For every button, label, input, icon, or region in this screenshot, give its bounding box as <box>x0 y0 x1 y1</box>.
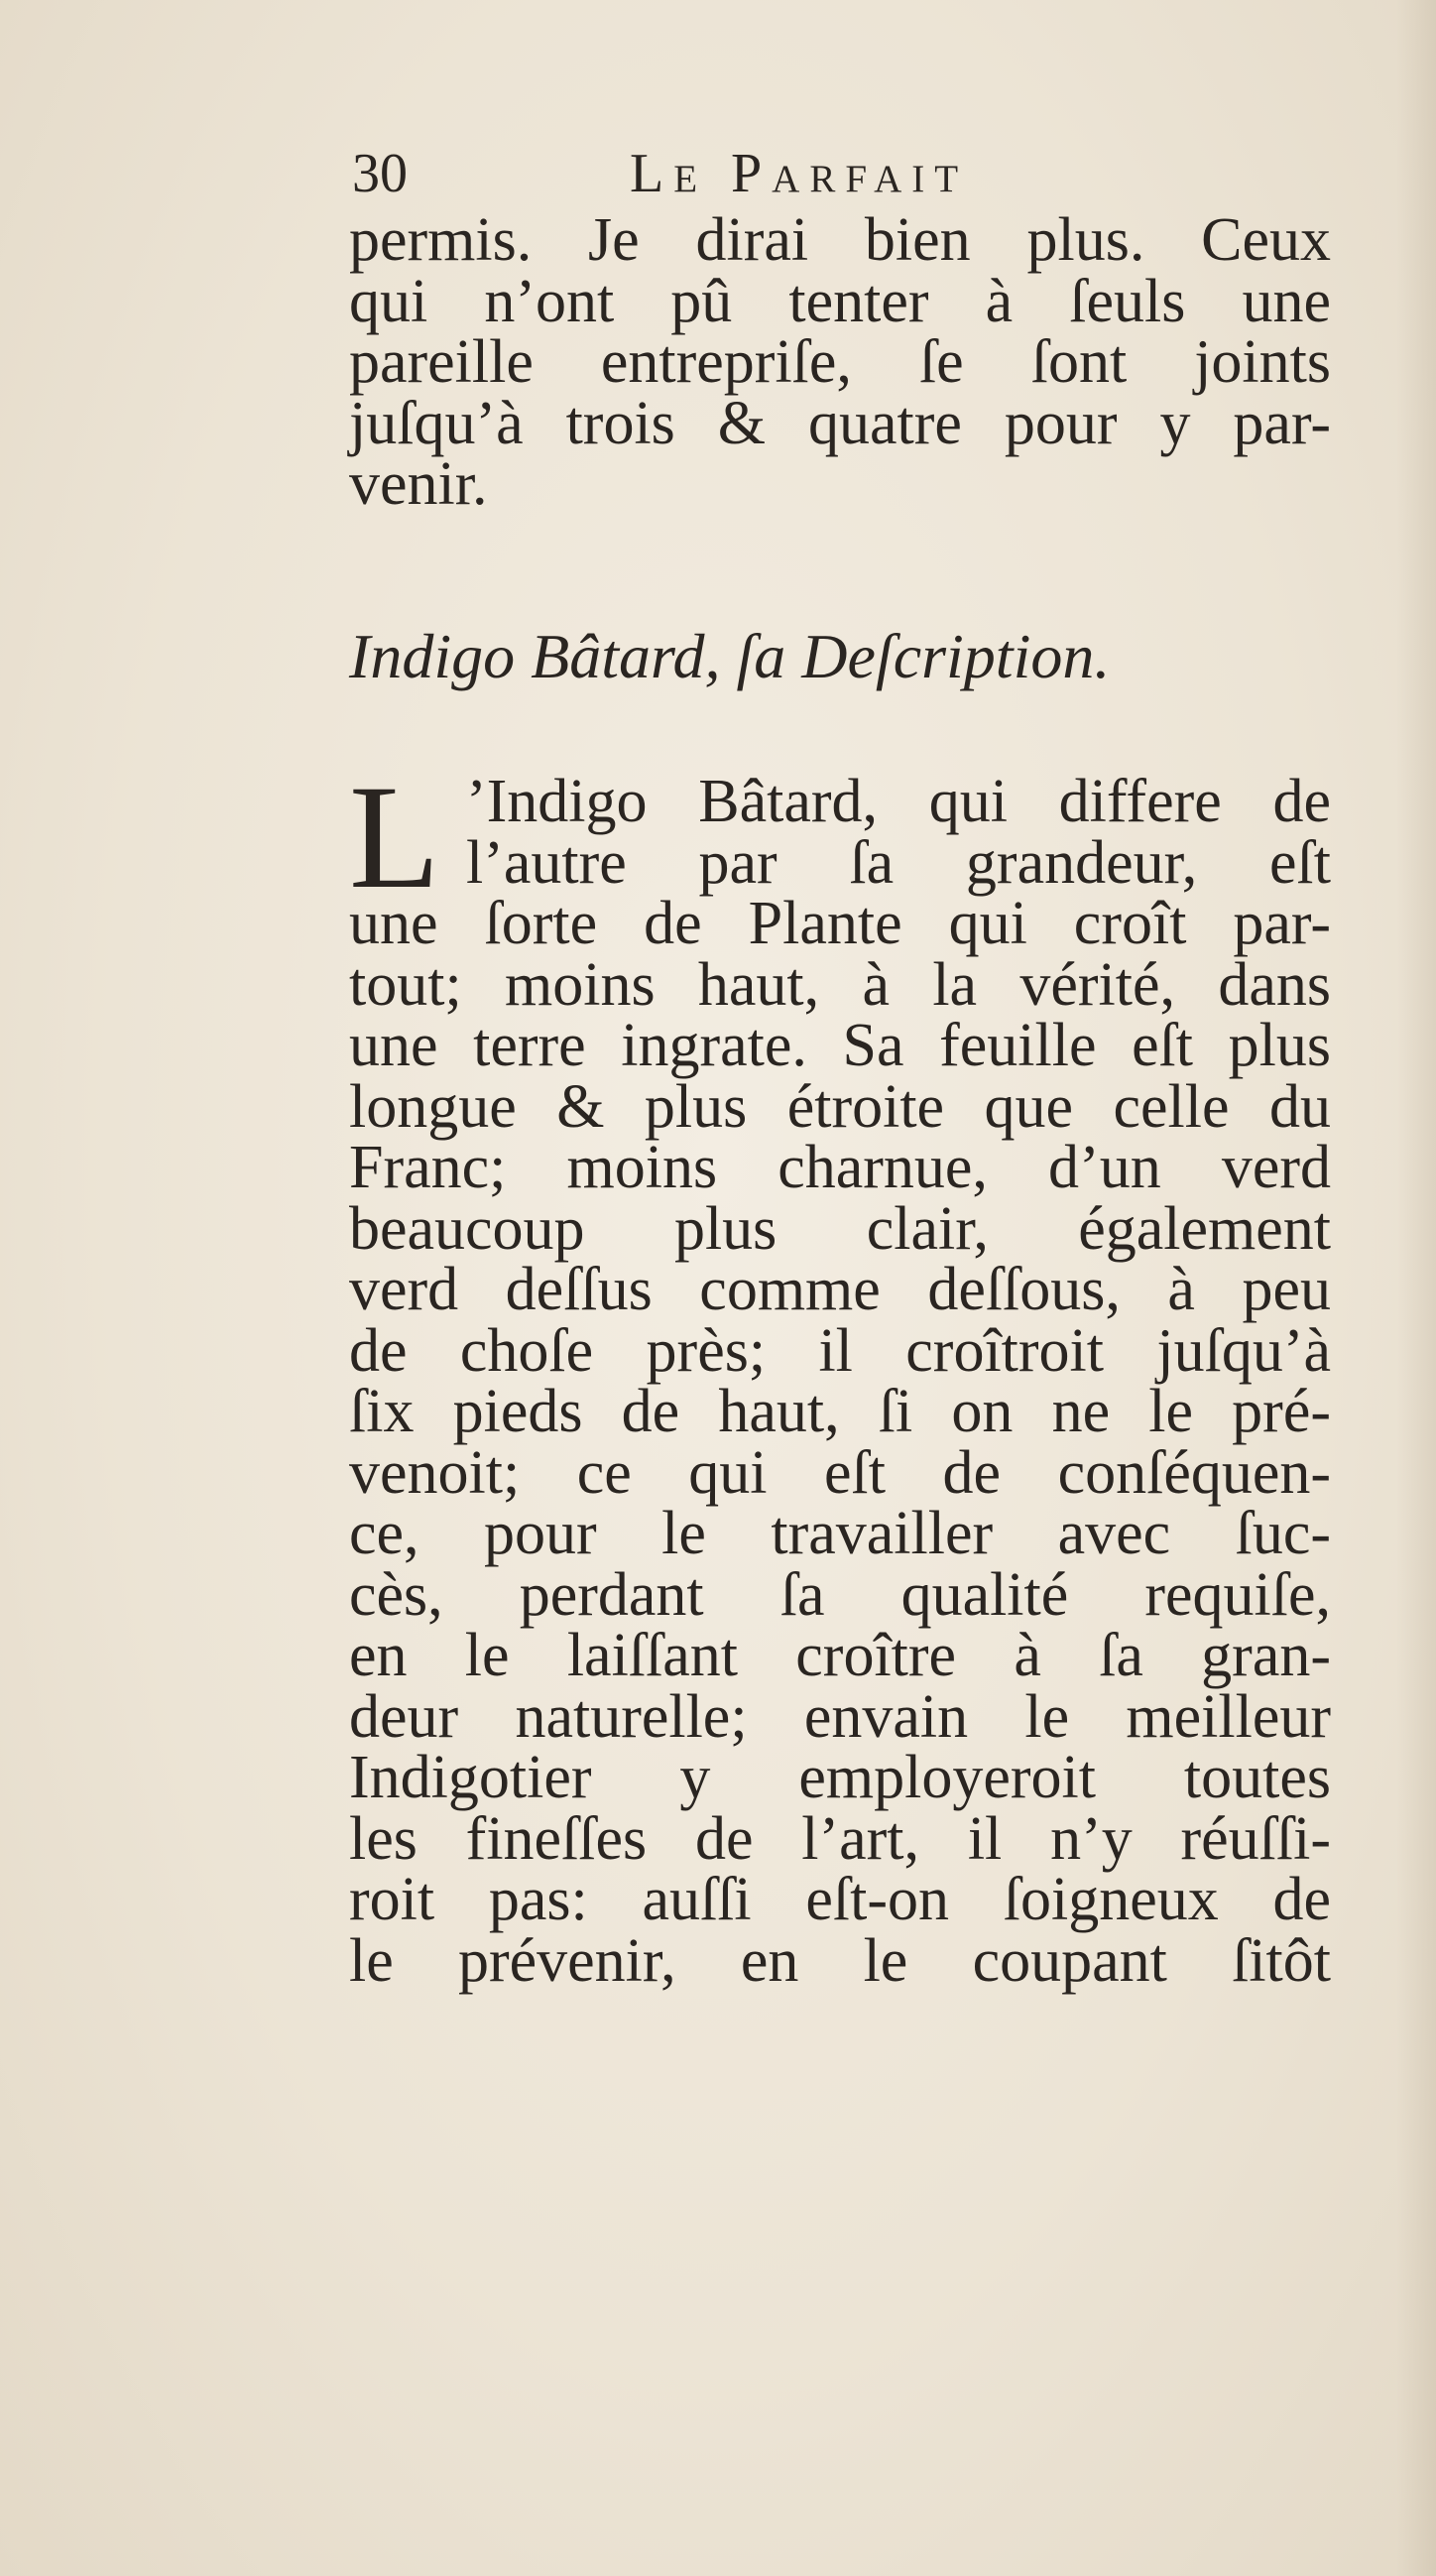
text-line: juſqu’à trois & quatre pour y par- <box>349 389 1331 457</box>
text-line: en le laiſſant croître à ſa gran- <box>349 1622 1331 1689</box>
text-line: deur naturelle; envain le meilleur <box>349 1682 1331 1751</box>
text-line: cès, perdant ſa qualité requiſe, <box>349 1560 1331 1629</box>
text-line: roit pas: auſſi eſt-on ſoigneux de <box>349 1866 1331 1933</box>
running-title: Le Parfait <box>630 143 969 204</box>
text-line: l’autre par ſa grandeur, eſt <box>466 828 1331 897</box>
text-line: venoit; ce qui eſt de conſéquen- <box>349 1438 1331 1507</box>
text-line: ce, pour le travailler avec ſuc- <box>349 1500 1331 1567</box>
text-line: ’Indigo Bâtard, qui differe de <box>466 768 1331 835</box>
text-line: permis. Je dirai bien plus. Ceux <box>349 206 1331 274</box>
text-line: qui n’ont pû tenter à ſeuls une <box>349 267 1331 335</box>
running-head <box>352 139 1324 208</box>
text-line: de choſe près; il croîtroit juſqu’à <box>349 1316 1331 1385</box>
text-line: Franc; moins charnue, d’un verd <box>349 1134 1331 1201</box>
text-line: une ſorte de Plante qui croît par- <box>349 890 1331 957</box>
text-line: le prévenir, en le coupant ſitôt <box>349 1926 1331 1995</box>
text-line: beaucoup plus clair, également <box>349 1194 1331 1263</box>
text-line: une terre ingrate. Sa feuille eſt plus <box>349 1012 1331 1079</box>
binding-shadow <box>1396 0 1436 2576</box>
text-line: verd deſſus comme deſſous, à peu <box>349 1256 1331 1323</box>
page-number: 30 <box>352 143 408 204</box>
paragraph-continued <box>349 206 1331 518</box>
drop-cap: L <box>349 755 440 920</box>
text-line: les fineſſes de l’art, il n’y réuſſi- <box>349 1804 1331 1873</box>
text-line: tout; moins haut, à la vérité, dans <box>349 950 1331 1019</box>
text-line: Indigotier y employeroit toutes <box>349 1744 1331 1811</box>
text-line: longue & plus étroite que celle du <box>349 1072 1331 1141</box>
paragraph-description <box>349 755 1331 1995</box>
text-line: venir. <box>349 450 488 518</box>
text-line: ſix pieds de haut, ſi on ne le pré- <box>349 1378 1331 1445</box>
section-heading: Indigo Bâtard, ſa Deſcription. <box>349 621 1111 691</box>
text-line: pareille entrepriſe, ſe ſont joints <box>349 328 1331 396</box>
